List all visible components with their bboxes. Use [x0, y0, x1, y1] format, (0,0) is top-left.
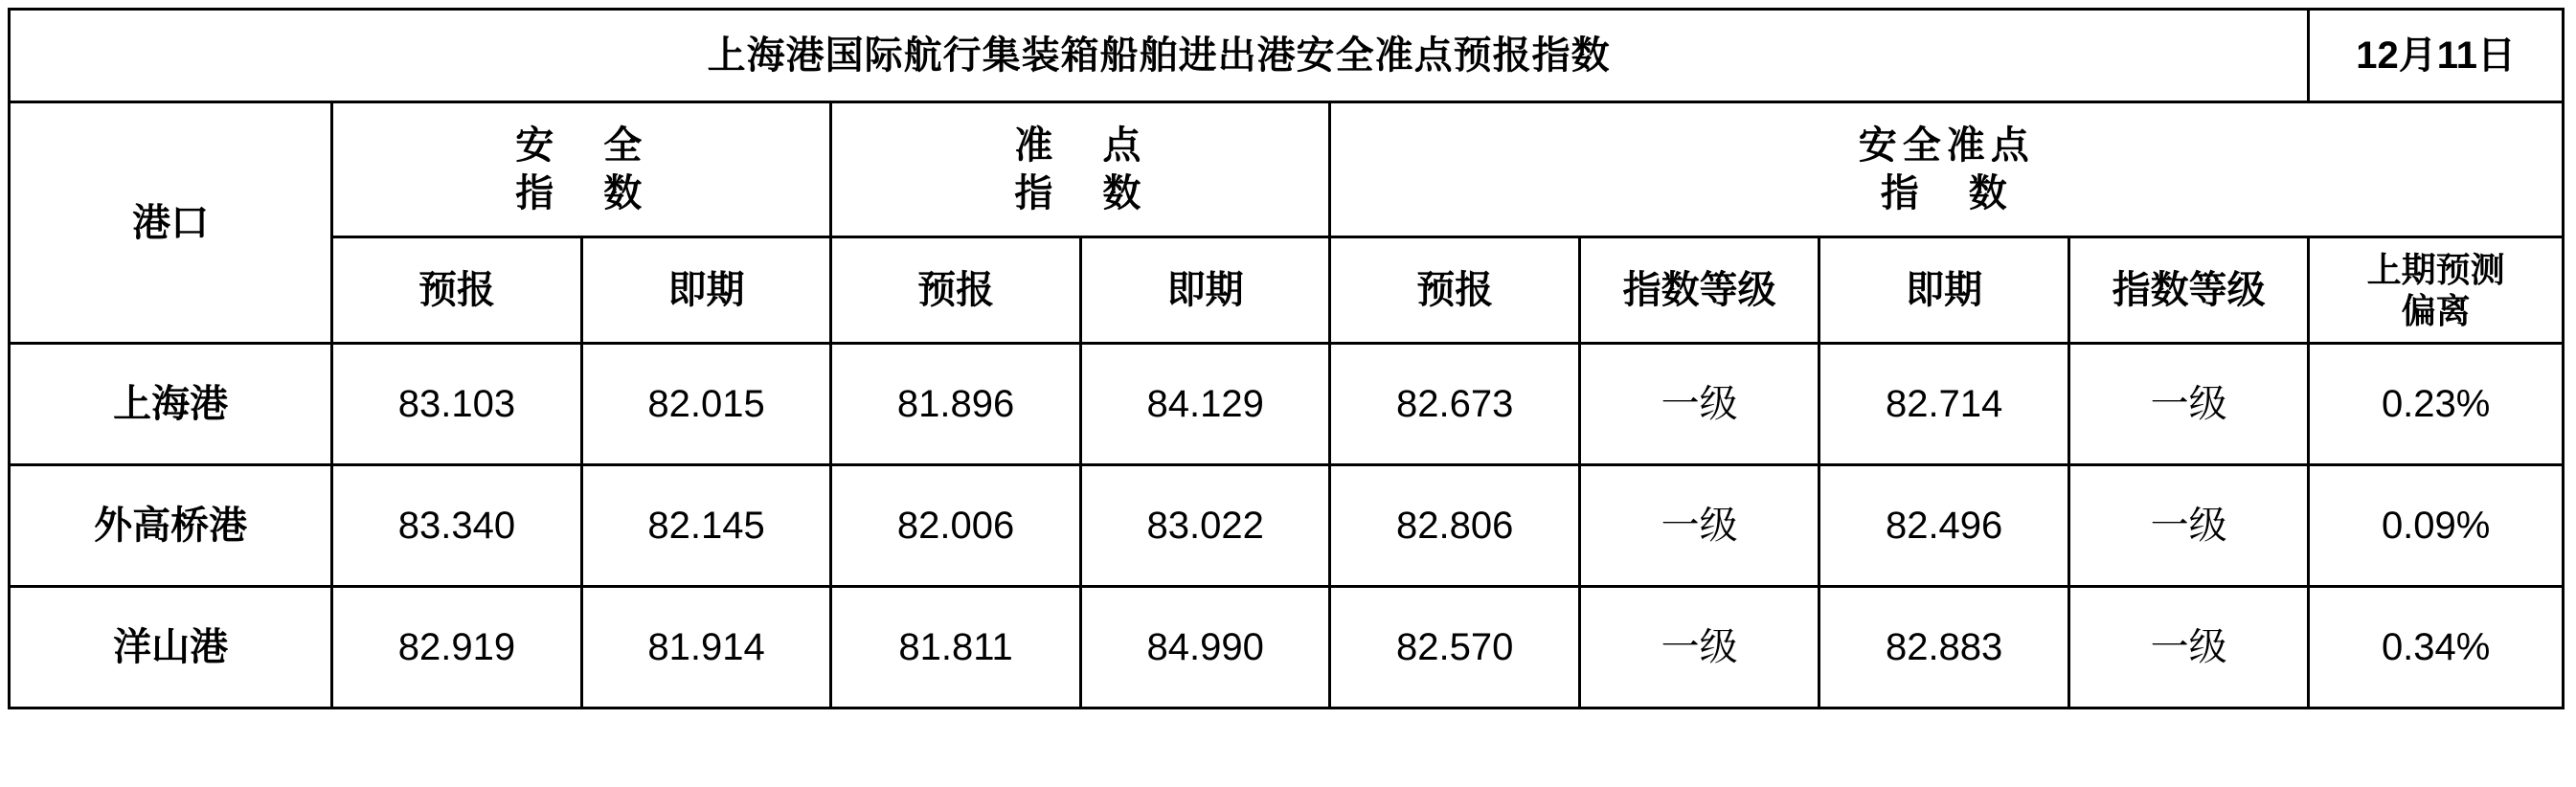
- row-label-port: 洋山港: [10, 587, 332, 708]
- cell-combined-forecast: 82.673: [1330, 344, 1580, 465]
- column-header-combined-forecast: 预报: [1330, 237, 1580, 344]
- cell-punctuality-forecast: 81.896: [831, 344, 1081, 465]
- column-header-safety-spot: 即期: [581, 237, 831, 344]
- row-label-port: 上海港: [10, 344, 332, 465]
- cell-combined-spot-grade: 一级: [2068, 344, 2308, 465]
- group-header-combined-line1: 安全准点: [1858, 124, 2035, 167]
- cell-combined-spot: 82.714: [1819, 344, 2069, 465]
- table-row: [10, 344, 2564, 465]
- column-header-deviation-line2: 偏离: [2401, 291, 2471, 330]
- row-label-port: 外高桥港: [10, 465, 332, 587]
- group-header-combined-line2: 指 数: [1880, 172, 2013, 214]
- cell-combined-forecast: 82.570: [1330, 587, 1580, 708]
- cell-punctuality-forecast: 82.006: [831, 465, 1081, 587]
- cell-safety-spot: 82.015: [581, 344, 831, 465]
- cell-punctuality-spot: 83.022: [1080, 465, 1330, 587]
- cell-deviation: 0.23%: [2309, 344, 2564, 465]
- page-title: 上海港国际航行集装箱船舶进出港安全准点预报指数: [10, 10, 2309, 102]
- table-row: [10, 465, 2564, 587]
- group-header-safety-line2: 指 数: [515, 172, 648, 214]
- cell-combined-spot-grade: 一级: [2068, 587, 2308, 708]
- group-header-safety-line1: 安 全: [515, 124, 648, 167]
- cell-punctuality-spot: 84.129: [1080, 344, 1330, 465]
- cell-combined-forecast-grade: 一级: [1580, 587, 1819, 708]
- group-header-safety: [332, 102, 831, 237]
- column-header-deviation-line1: 上期预测: [2366, 249, 2505, 289]
- column-header-combined-forecast-grade: 指数等级: [1580, 237, 1819, 344]
- group-header-row: [10, 102, 2564, 237]
- column-header-deviation: [2309, 237, 2564, 344]
- cell-punctuality-forecast: 81.811: [831, 587, 1081, 708]
- column-header-punctuality-forecast: 预报: [831, 237, 1081, 344]
- cell-combined-forecast: 82.806: [1330, 465, 1580, 587]
- cell-safety-forecast: 83.340: [332, 465, 582, 587]
- column-header-combined-spot: 即期: [1819, 237, 2069, 344]
- group-header-punctuality: [831, 102, 1330, 237]
- group-header-combined: [1330, 102, 2564, 237]
- cell-combined-forecast-grade: 一级: [1580, 344, 1819, 465]
- report-date: 12月11日: [2309, 10, 2564, 102]
- cell-punctuality-spot: 84.990: [1080, 587, 1330, 708]
- cell-deviation: 0.34%: [2309, 587, 2564, 708]
- column-header-punctuality-spot: 即期: [1080, 237, 1330, 344]
- sub-header-row: [10, 237, 2564, 344]
- title-row: [10, 10, 2564, 102]
- cell-combined-spot: 82.883: [1819, 587, 2069, 708]
- cell-combined-spot: 82.496: [1819, 465, 2069, 587]
- column-header-port: 港口: [10, 102, 332, 344]
- table-row: [10, 587, 2564, 708]
- cell-safety-spot: 81.914: [581, 587, 831, 708]
- forecast-index-table: [8, 8, 2565, 709]
- group-header-punctuality-line1: 准 点: [1014, 124, 1147, 167]
- cell-safety-forecast: 83.103: [332, 344, 582, 465]
- group-header-punctuality-line2: 指 数: [1014, 172, 1147, 214]
- cell-deviation: 0.09%: [2309, 465, 2564, 587]
- cell-combined-spot-grade: 一级: [2068, 465, 2308, 587]
- cell-combined-forecast-grade: 一级: [1580, 465, 1819, 587]
- column-header-safety-forecast: 预报: [332, 237, 582, 344]
- cell-safety-spot: 82.145: [581, 465, 831, 587]
- column-header-combined-spot-grade: 指数等级: [2068, 237, 2308, 344]
- cell-safety-forecast: 82.919: [332, 587, 582, 708]
